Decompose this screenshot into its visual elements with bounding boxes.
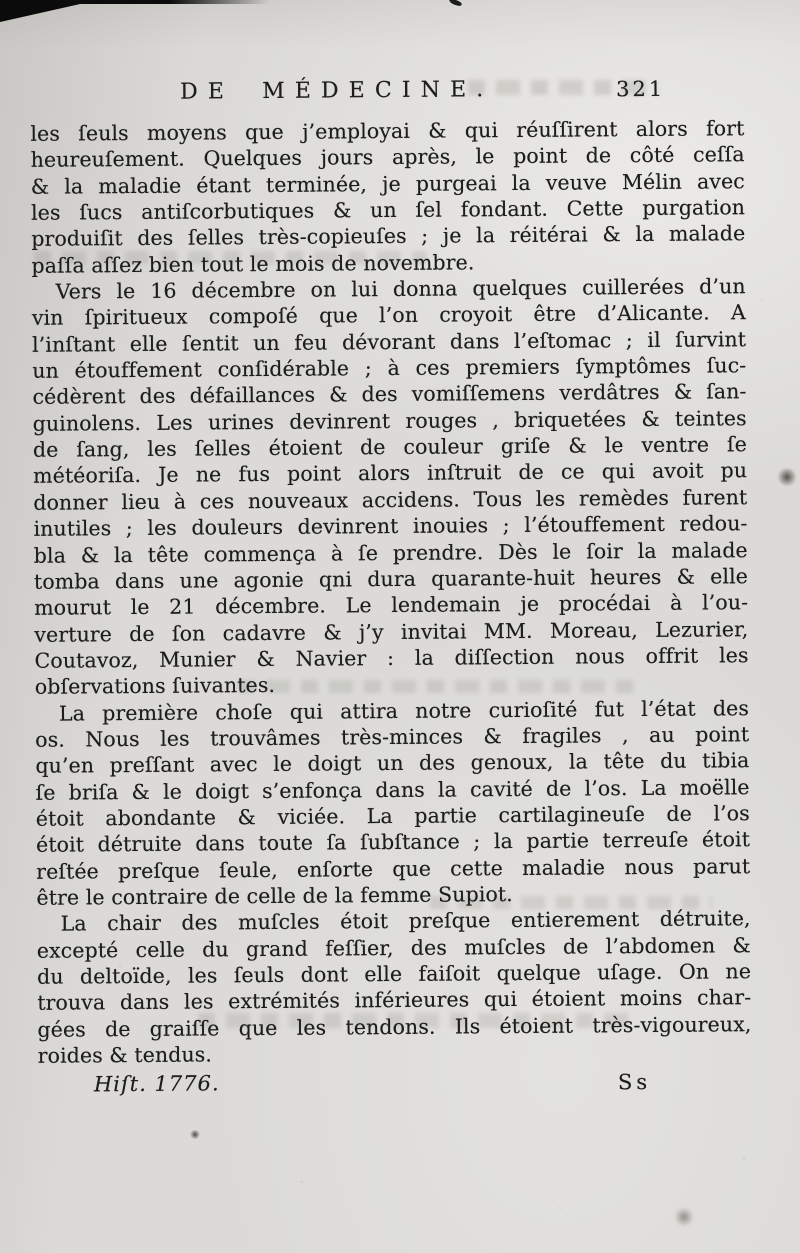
body-line: les ſucs antiſcorbutiques & un ſel fondant. Cette purgation — [30, 195, 746, 225]
page-number: 321 — [616, 76, 666, 102]
body-line: Vers le 16 décembre on lui donna quelques cuillerées d’un — [55, 274, 746, 304]
body-line: donner lieu à ces nouveaux accidens. Tous les remèdes furent — [33, 484, 748, 515]
body-line: qu’en preſſant avec le doigt un des genoux, la tête du tibia — [35, 748, 750, 779]
body-text — [30, 115, 751, 1069]
body-line: & la maladie étant terminée, je purgeai la veuve Mélin avec — [30, 168, 745, 199]
body-line: os. Nous les trouvâmes très-minces & fragiles , au point — [35, 722, 750, 752]
body-line: l’inſtant elle ſentit un feu dévorant dans l’eſtomac ; il ſurvint — [32, 326, 747, 357]
body-line: tomba dans une agonie qni dura quarante-huit heures & elle — [33, 564, 749, 594]
body-line: Coutavoz, Munier & Navier : la diſſection nous offrit les — [34, 643, 749, 673]
body-line: de ſang, les ſelles étoient de couleur griſe & le ventre ſe — [32, 432, 747, 462]
body-line: reſtée preſque ſeule, enſorte que cette maladie nous parut — [36, 853, 751, 884]
page-footer — [38, 1068, 752, 1108]
ink-mark-top — [449, 0, 463, 7]
body-line: gées de graiſſe que les tendons. Ils étoient très-vigoureux, — [37, 1011, 752, 1042]
body-line: mourut le 21 décembre. Le lendemain je procédai à l’ou- — [34, 590, 749, 620]
volume-catchword: Hiſt. 1776. — [93, 1071, 220, 1097]
body-line: du deltoïde, les ſeuls dont elle faiſoit quelque uſage. On ne — [36, 959, 752, 989]
body-line: un étouffement conſidérable ; à ces premiers ſymptômes ſuc- — [32, 353, 747, 383]
body-line: vin ſpiritueux compoſé que l’on croyoit être d’Alicante. A — [31, 300, 746, 331]
blob-bottom-right — [674, 1208, 694, 1226]
body-line: paſſa aſſez bien tout le mois de novembre. — [31, 250, 475, 278]
body-line: heureuſement. Quelques jours après, le point de côté ceſſa — [30, 142, 745, 173]
body-line: bla & la tête commença à ſe prendre. Dès le ſoir la malade — [33, 537, 748, 568]
paragraph — [32, 273, 749, 700]
body-line: verture de ſon cadavre & j’y invitai MM. Moreau, Lezurier, — [34, 616, 749, 647]
page-header — [30, 73, 744, 121]
body-line: trouva dans les extrémités inférieures qui étoient moins char- — [37, 985, 752, 1016]
stain-right-margin — [777, 468, 797, 486]
body-line: ſe briſa & le doigt s’enfonça dans la cavité de l’os. La moëlle — [35, 774, 750, 805]
body-line: étoit détruite dans toute ſa ſubſtance ; la partie terreuſe étoit — [35, 827, 751, 858]
body-line: excepté celle du grand feſſier, des muſcles de l’abdomen & — [36, 932, 751, 963]
running-title: DE MÉDECINE. — [180, 77, 494, 105]
body-line: La première choſe qui attira notre curioſité fut l’état des — [58, 695, 750, 726]
signature-mark: Ss — [617, 1070, 652, 1095]
body-line: inutiles ; les douleurs devinrent inouies ; l’étouffement redou- — [33, 511, 748, 541]
body-line: produiſit des ſelles très-copieuſes ; je la réitérai & la malade — [31, 221, 746, 252]
printed-text-block — [30, 73, 752, 1107]
speck-bottom-left — [190, 1130, 200, 1139]
scan-edge-top-strip — [0, 0, 270, 4]
paragraph — [30, 115, 745, 279]
body-line: météoriſa. Je ne fus point alors inſtruit de ce qui avoit pu — [33, 458, 748, 489]
body-line: obſervations ſuivantes. — [34, 673, 276, 700]
body-line: roides & tendus. — [37, 1042, 213, 1068]
body-line: étoit abondante & viciée. La partie cartilagineuſe de l’os — [35, 801, 750, 831]
paragraph — [35, 695, 751, 911]
body-line: être le contraire de celle de la femme Supiot. — [36, 882, 513, 910]
paragraph — [37, 905, 752, 1069]
body-line: les ſeuls moyens que j’employai & qui réuſſirent alors fort — [30, 116, 745, 146]
body-line: La chair des muſcles étoit preſque entierement détruite, — [60, 906, 751, 936]
body-line: guinolens. Les urines devinrent rouges , briquetées & teintes — [32, 405, 747, 436]
body-line: cédèrent des défaillances & des vomiſſemens verdâtres & ſan- — [32, 379, 747, 410]
